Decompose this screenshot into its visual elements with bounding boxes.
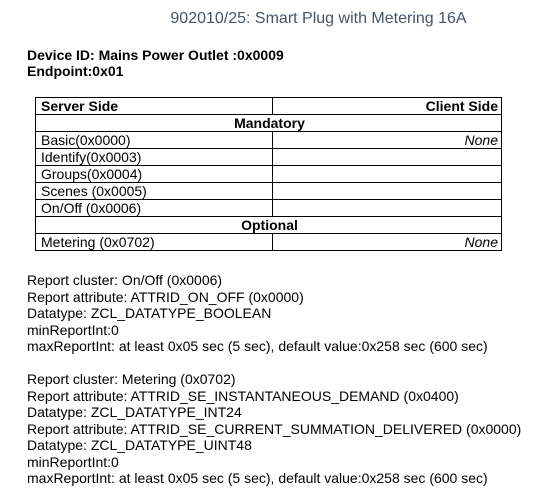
report-line: Report attribute: ATTRID_ON_OFF (0x0000) [27, 288, 304, 305]
cluster-table [35, 97, 502, 251]
optional-section-row [36, 217, 502, 234]
report-line: Report cluster: Metering (0x0702) [27, 371, 236, 387]
client-cluster [273, 166, 502, 183]
report-line: Datatype: ZCL_DATATYPE_UINT48 [27, 437, 252, 453]
report-config [27, 272, 521, 487]
table-header-row [36, 98, 502, 115]
device-id: Device ID: Mains Power Outlet :0x0009 [27, 47, 284, 63]
report-line: minReportInt:0 [27, 321, 119, 338]
table-row [36, 200, 502, 217]
table-row [36, 234, 502, 251]
report-line: Report cluster: On/Off (0x0006) [27, 272, 223, 288]
report-block-metering [27, 371, 521, 487]
report-line: minReportInt:0 [27, 453, 119, 470]
mandatory-label: Mandatory [36, 115, 502, 132]
server-cluster: Metering (0x0702) [36, 234, 273, 251]
client-cluster: None [273, 234, 502, 251]
report-line: Report attribute: ATTRID_SE_INSTANTANEOUS_DEMAND (0x0400) [27, 387, 459, 404]
report-block-onoff [27, 272, 521, 355]
client-cluster [273, 200, 502, 217]
report-line: Datatype: ZCL_DATATYPE_BOOLEAN [27, 305, 272, 321]
server-cluster: On/Off (0x0006) [36, 200, 273, 217]
client-cluster [273, 149, 502, 166]
server-cluster: Groups(0x0004) [36, 166, 273, 183]
table-row [36, 132, 502, 149]
server-cluster: Scenes (0x0005) [36, 183, 273, 200]
report-line: Datatype: ZCL_DATATYPE_INT24 [27, 404, 242, 420]
spacer [27, 355, 521, 372]
document-title: 902010/25: Smart Plug with Metering 16A [170, 10, 467, 27]
optional-label: Optional [36, 217, 502, 234]
report-line: Report attribute: ATTRID_SE_CURRENT_SUMMATION_DELIVERED (0x0000) [27, 420, 522, 437]
client-cluster: None [273, 132, 502, 149]
mandatory-section-row [36, 115, 502, 132]
server-cluster: Identify(0x0003) [36, 149, 273, 166]
report-line: maxReportInt: at least 0x05 sec (5 sec), default value:0x258 sec (600 sec) [27, 470, 488, 486]
endpoint: Endpoint:0x01 [27, 63, 124, 79]
table-row [36, 166, 502, 183]
server-cluster: Basic(0x0000) [36, 132, 273, 149]
client-cluster [273, 183, 502, 200]
table-row [36, 183, 502, 200]
device-info [27, 47, 284, 79]
table-row [36, 149, 502, 166]
client-side-header: Client Side [273, 98, 502, 115]
server-side-header: Server Side [36, 98, 273, 115]
report-line: maxReportInt: at least 0x05 sec (5 sec), default value:0x258 sec (600 sec) [27, 338, 488, 354]
